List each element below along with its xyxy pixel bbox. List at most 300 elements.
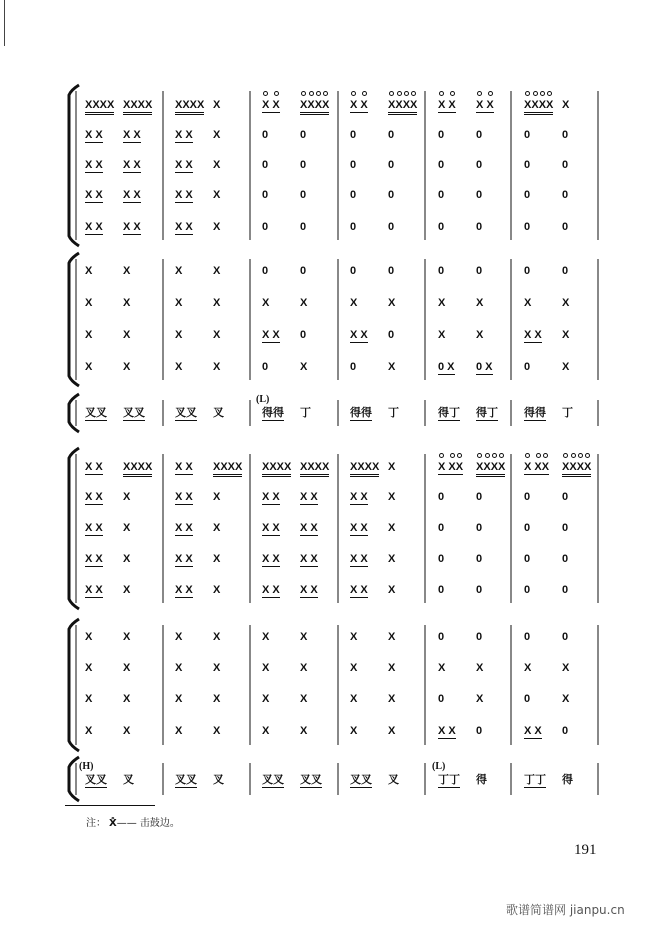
beat (524, 662, 531, 675)
beat-text: X (262, 631, 270, 643)
beat-text: 0 (300, 129, 307, 141)
beat-text: 0 (524, 221, 531, 233)
beat (524, 553, 530, 566)
beat (85, 461, 103, 475)
beat-text: X (350, 297, 358, 309)
beat-text: 0 (476, 221, 483, 233)
beat (85, 631, 92, 644)
beat (175, 461, 193, 475)
beat-text: X (388, 461, 396, 473)
beat (300, 99, 329, 115)
beat (438, 407, 460, 421)
beat (350, 491, 368, 505)
beat-text (524, 99, 553, 115)
beat (175, 725, 182, 738)
beat-text: X (388, 361, 396, 373)
beat (85, 725, 92, 738)
register-marker: (L) (256, 394, 270, 405)
beat (388, 774, 399, 787)
beat-text: X X (175, 129, 193, 141)
beat-text: X (213, 522, 221, 534)
beat (476, 297, 483, 310)
beat (85, 129, 103, 143)
beat (175, 221, 193, 235)
beat (175, 491, 193, 505)
beat-text: X (300, 662, 308, 674)
beat-text: X (213, 584, 221, 596)
beat-text: 得得 (350, 407, 372, 419)
beat (388, 265, 394, 278)
beat (300, 693, 307, 706)
beat (438, 631, 444, 644)
beat (123, 584, 130, 597)
staff-row (0, 297, 656, 311)
beat-text: 0 (438, 491, 445, 503)
beat (562, 774, 573, 787)
beat-text: 0 (350, 129, 357, 141)
beat-text: 0 (562, 265, 569, 277)
beat-text: X (213, 725, 221, 737)
beat-text: X (438, 662, 446, 674)
beat-text: 0 (388, 329, 395, 341)
drum-edge-note: X (546, 99, 554, 111)
beat-text: 0 (388, 189, 395, 201)
beat (476, 99, 494, 113)
beat-text: 0 (476, 725, 483, 737)
beat-text: X X (262, 522, 280, 534)
beat (213, 522, 220, 535)
beat (476, 361, 493, 375)
beat (175, 693, 182, 706)
beat-text: X X (300, 584, 318, 596)
beat (524, 693, 530, 706)
beat (123, 189, 141, 203)
beat (300, 265, 306, 278)
beat-text: 0 (438, 129, 445, 141)
beat-text: X (438, 297, 446, 309)
beat (524, 461, 549, 475)
drum-edge-note: X (314, 99, 323, 111)
beat (524, 221, 530, 234)
beat-text: 0 (524, 129, 531, 141)
beat (476, 584, 482, 597)
beat (476, 407, 498, 421)
beat (562, 693, 569, 706)
beat-text: X X (175, 189, 193, 201)
beat (350, 584, 368, 598)
beat-text: X (123, 725, 131, 737)
beat-text: 0 (524, 265, 531, 277)
beat-text: X (213, 491, 221, 503)
beat (123, 725, 130, 738)
beat-text: 0 (300, 221, 307, 233)
beat (524, 159, 530, 172)
beat (524, 725, 542, 739)
beat-text: X X (350, 329, 368, 341)
beat (262, 693, 269, 706)
beat-text: X (85, 329, 93, 341)
beat-text: 0 (476, 159, 483, 171)
beat (85, 329, 92, 342)
beat (213, 329, 220, 342)
beat-text: 0 (562, 221, 569, 233)
beat (438, 329, 445, 342)
beat (388, 693, 395, 706)
beat (438, 522, 444, 535)
beat-text: X X (123, 129, 141, 141)
beat-text: 丁丁 (438, 774, 460, 786)
beat-text: XXXX (175, 99, 204, 115)
beat-text: 0 (438, 553, 445, 565)
beat (123, 553, 130, 566)
beat (476, 774, 487, 787)
beat-text: X X (438, 725, 456, 737)
beat-text: 0 (562, 725, 569, 737)
beat-text: 0 (300, 189, 307, 201)
beat-text: X X (262, 329, 280, 341)
beat (213, 631, 220, 644)
beat-text: 叉叉 (85, 774, 107, 786)
beat-text: X (123, 693, 131, 705)
beat (562, 407, 573, 420)
drum-edge-note: X (524, 99, 532, 111)
beat-text: 0 (438, 221, 445, 233)
beat (438, 491, 444, 504)
beat-text: X (175, 725, 183, 737)
beat (524, 189, 530, 202)
beat-text: X X (175, 221, 193, 233)
beat-text: X X (85, 491, 103, 503)
beat (388, 491, 395, 504)
beat (123, 265, 130, 278)
beat (438, 99, 456, 113)
beat (350, 265, 356, 278)
beat (300, 407, 311, 420)
beat (262, 662, 269, 675)
beat (213, 461, 242, 477)
beat (476, 265, 482, 278)
beat (350, 631, 357, 644)
beat-text: X (350, 662, 358, 674)
beat-text: 叉叉 (300, 774, 322, 786)
beat-text: 0 (438, 631, 445, 643)
beat-text: X X (123, 189, 141, 201)
beat (300, 159, 306, 172)
beat-text: X (175, 329, 183, 341)
beat-text: X X (262, 553, 280, 565)
beat (524, 329, 542, 343)
beat (388, 329, 394, 342)
beat (175, 631, 182, 644)
drum-edge-note: X (360, 99, 368, 111)
beat (213, 774, 224, 787)
drum-edge-note: X (538, 99, 547, 111)
beat-text: X (175, 662, 183, 674)
drum-edge-note: X (448, 461, 456, 473)
beat-text: 丁 (300, 407, 311, 419)
drum-edge-note: X (395, 99, 403, 111)
beat (85, 774, 107, 788)
beat (213, 189, 220, 202)
beat (524, 129, 530, 142)
beat (388, 361, 395, 374)
beat (350, 159, 356, 172)
beat (350, 725, 357, 738)
beat-text: 0 (476, 522, 483, 534)
beat-text: 0 (438, 693, 445, 705)
beat-text: 0 X (476, 361, 493, 373)
beat (300, 662, 307, 675)
beat (175, 159, 193, 173)
beat-text: 叉叉 (85, 407, 107, 419)
beat (123, 774, 134, 787)
beat (388, 662, 395, 675)
beat-text: X X (175, 491, 193, 503)
beat-text: X X (175, 159, 193, 171)
beat (300, 774, 322, 788)
beat (175, 265, 182, 278)
beat (262, 329, 280, 343)
beat (476, 221, 482, 234)
beat-text: X X (85, 129, 103, 141)
beat (213, 407, 224, 420)
beat-text: 0 (388, 159, 395, 171)
beat (123, 361, 130, 374)
beat-text: 叉叉 (350, 774, 372, 786)
beat (85, 491, 103, 505)
staff-row (0, 631, 656, 645)
beat (562, 725, 568, 738)
beat (262, 631, 269, 644)
beat (562, 522, 568, 535)
beat (438, 189, 444, 202)
beat-text: X (213, 221, 221, 233)
beat-text: 0 (562, 159, 569, 171)
beat (476, 491, 482, 504)
beat (175, 361, 182, 374)
beat-text: X (350, 725, 358, 737)
beat (350, 553, 368, 567)
beat (175, 329, 182, 342)
beat (476, 329, 483, 342)
beat-text: X (388, 725, 396, 737)
beat (213, 553, 220, 566)
beat-text: 0 (524, 584, 531, 596)
beat (562, 491, 568, 504)
beat (350, 129, 356, 142)
beat (562, 221, 568, 234)
drum-edge-note: X (534, 461, 542, 473)
footnote-symbol: X̊ (109, 818, 117, 829)
drum-edge-note: X (350, 99, 358, 111)
drum-edge-note: X (438, 461, 446, 473)
beat (262, 361, 268, 374)
beat-text: X (85, 297, 93, 309)
beat (262, 189, 268, 202)
beat-text: X (213, 693, 221, 705)
beat-text: X (562, 361, 570, 373)
beat-text: X (213, 662, 221, 674)
drum-edge-note: X (322, 99, 330, 111)
beat-text: 0 (388, 129, 395, 141)
beat-text: XXXX (300, 461, 329, 477)
beat-text: 丁丁 (524, 774, 546, 786)
beat-text: X (300, 297, 308, 309)
beat (388, 584, 395, 597)
beat-text: X X (262, 491, 280, 503)
beat-text: 0 (262, 265, 269, 277)
beat-text: 丁 (562, 407, 573, 419)
beat (524, 584, 530, 597)
beat (388, 99, 417, 115)
beat-text: X X (85, 553, 103, 565)
beat (85, 265, 92, 278)
beat-text: X X (350, 522, 368, 534)
beat (562, 361, 569, 374)
beat (388, 189, 394, 202)
beat (262, 221, 268, 234)
drum-edge-note: X (562, 461, 570, 473)
beat-text: 叉叉 (123, 407, 145, 419)
beat-text: 0 (438, 522, 445, 534)
beat-text: X X (85, 584, 103, 596)
beat (123, 159, 141, 173)
beat-text: 0 (524, 159, 531, 171)
beat (388, 461, 395, 474)
beat (388, 407, 399, 420)
beat-text: X (300, 693, 308, 705)
beat-text: X (123, 553, 131, 565)
beat (300, 189, 306, 202)
staff-row (0, 461, 656, 475)
staff-row (0, 584, 656, 598)
beat (213, 265, 220, 278)
drum-edge-note: X (490, 461, 499, 473)
beat-text: 0 (562, 584, 569, 596)
beat-text: 0 (562, 553, 569, 565)
drum-edge-note: X (476, 99, 484, 111)
beat (476, 189, 482, 202)
beat-text: 得丁 (476, 407, 498, 419)
beat (213, 584, 220, 597)
staff-row (0, 662, 656, 676)
beat-text: X (562, 693, 570, 705)
beat (438, 662, 445, 675)
beat-text: 0 (262, 129, 269, 141)
beat-text: X (262, 662, 270, 674)
beat-text: X (175, 297, 183, 309)
beat (85, 584, 103, 598)
beat-text: X (85, 693, 93, 705)
beat (300, 631, 307, 644)
beat (300, 329, 306, 342)
beat-text: X X (350, 584, 368, 596)
beat (300, 297, 307, 310)
beat (388, 725, 395, 738)
beat-text: X (123, 522, 131, 534)
beat (213, 129, 220, 142)
beat (438, 129, 444, 142)
beat (300, 491, 318, 505)
beat (350, 99, 368, 113)
staff-row (0, 265, 656, 279)
beat (350, 361, 356, 374)
beat (350, 774, 372, 788)
beat (123, 522, 130, 535)
beat-text: 得得 (524, 407, 546, 419)
beat (175, 662, 182, 675)
beat-text: X (350, 631, 358, 643)
beat (350, 461, 379, 477)
beat-text: XXXX (350, 461, 379, 477)
beat-text (438, 461, 463, 475)
beat-text: X (123, 265, 131, 277)
staff-row (0, 361, 656, 375)
beat-text: X (85, 725, 93, 737)
drum-edge-note: X (486, 99, 494, 111)
beat-text: 叉 (123, 774, 134, 786)
beat (213, 221, 220, 234)
beat-text: 0 (562, 631, 569, 643)
drum-edge-note: X (483, 461, 491, 473)
beat-text: 0 (524, 693, 531, 705)
drum-edge-note: X (307, 99, 315, 111)
staff-row (0, 522, 656, 536)
beat-text (562, 461, 591, 477)
beat-text: X (213, 265, 221, 277)
beat (123, 329, 130, 342)
beat (438, 584, 444, 597)
beat (262, 491, 280, 505)
beat-text: X X (175, 461, 193, 473)
beat (476, 631, 482, 644)
beat (562, 553, 568, 566)
beat-text: X (350, 693, 358, 705)
beat-text: X (85, 265, 93, 277)
page-number: 191 (574, 842, 597, 858)
beat (476, 461, 505, 477)
beat (213, 159, 220, 172)
beat-text: X X (175, 584, 193, 596)
beat (524, 361, 530, 374)
beat (562, 662, 569, 675)
beat (562, 329, 569, 342)
beat (350, 693, 357, 706)
beat (350, 522, 368, 536)
beat (300, 553, 318, 567)
beat (524, 297, 531, 310)
beat (123, 461, 152, 477)
beat (175, 522, 193, 536)
beat-text: 0 (562, 189, 569, 201)
beat-text: X (562, 297, 570, 309)
beat-text: 0 (438, 189, 445, 201)
beat (85, 553, 103, 567)
beat-text: 得得 (262, 407, 284, 419)
beat-text: 0 (524, 522, 531, 534)
beat (350, 329, 368, 343)
beat (85, 159, 103, 173)
drum-edge-note: X (438, 99, 446, 111)
beat-text: X X (175, 522, 193, 534)
beat-text: X (213, 361, 221, 373)
beat-text: XXXX (123, 99, 152, 115)
drum-edge-note: X (498, 461, 506, 473)
beat-text: X (300, 631, 308, 643)
drum-edge-note: X (262, 99, 270, 111)
beat (388, 522, 395, 535)
beat-text: 得 (476, 774, 487, 786)
